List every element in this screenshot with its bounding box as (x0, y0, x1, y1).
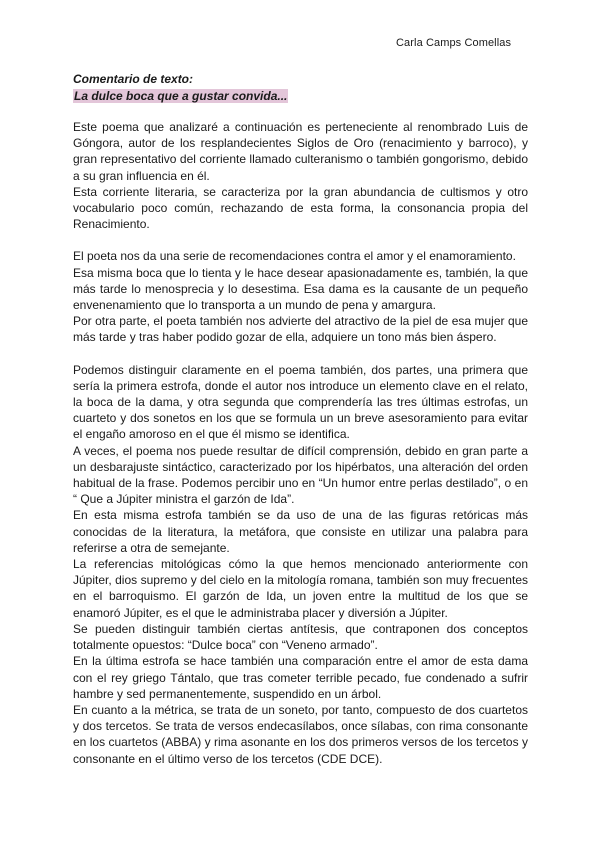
paragraph: Esta corriente literaria, se caracteriza por la gran abundancia de cultismos y otro vocabulario poco común, rechazando de esta forma, la consonancia propia del Renacimiento. (73, 184, 528, 232)
paragraph: A veces, el poema nos puede resultar de difícil comprensión, debido en gran parte a un desbarajuste sintáctico, caracterizado por los hipérbatos, una alteración del orden habitual de la frase. Podemos percibir uno en “Un humor entre perlas destilado”, o en “ Que a Júpiter ministra el garzón de Ida”. (73, 443, 528, 507)
title-block (73, 71, 533, 105)
paragraph: En esta misma estrofa también se da uso de una de las figuras retóricas más conocidas de la literatura, la metáfora, que consiste en utilizar una palabra para referirse a otra de semejante. (73, 508, 528, 555)
paragraph-gap (73, 346, 528, 362)
paragraph: Podemos distinguir claramente en el poema también, dos partes, una primera que sería la primera estrofa, donde el autor nos introduce un elemento clave en el relato, la boca de la dama, y otra segunda que comprendería las tres últimas estrofas, un cuarteto y dos sonetos en los que se formula un un breve asesoramiento para evitar el engaño amoroso en el que él mismo se identifica. (73, 362, 528, 442)
document-body (73, 119, 528, 767)
paragraph: La referencias mitológicas cómo la que hemos mencionado anteriormente con Júpiter, dios supremo y del cielo en la mitología romana, también son muy frecuentes en el barroquismo. El garzón de Ida, un joven entre la multitud de los que se enamoró Júpiter, es el que le administraba placer y diversión a Júpiter. (73, 557, 528, 620)
paragraph-gap (73, 232, 528, 248)
paragraph: En la última estrofa se hace también una comparación entre el amor de esta dama con el rey griego Tántalo, que tras cometer terrible pecado, fue condenado a sufrir hambre y sed permanentemente, suspendido en un árbol. (73, 654, 528, 701)
author-name: Carla Camps Comellas (396, 37, 512, 49)
paragraph: Por otra parte, el poeta también nos advierte del atractivo de la piel de esa mujer que más tarde y tras haber podido gozar de ella, adquiere un tono más bien áspero. (73, 314, 528, 345)
paragraph: En cuanto a la métrica, se trata de un soneto, por tanto, compuesto de dos cuartetos y dos tercetos. Se trata de versos endecasílabos, once sílabas, con rima consonante en los cuartetos (ABBA) y rima asonante en los dos primeros versos de los tercetos y consonante en el último verso de los tercetos (CDE DCE). (73, 702, 528, 766)
paragraph: Este poema que analizaré a continuación es perteneciente al renombrado Luis de Góngora, autor de los resplandecientes Siglos de Oro (renacimiento y barroco), y gran representativo del corriente llamado culteranismo o también gongorismo, debido a su gran influencia en él. (73, 120, 528, 183)
poem-title-highlight: La dulce boca que a gustar convida... (74, 89, 288, 103)
poem-title (73, 88, 533, 105)
paragraph: El poeta nos da una serie de recomendaciones contra el amor y el enamoramiento. (73, 249, 516, 264)
paragraph: Esa misma boca que lo tienta y le hace desear apasionadamente es, también, la que más tarde lo menosprecia y lo desestima. Esa dama es la causante de un pequeño envenenamiento que lo transporta a un mundo de pena y amargura. (73, 265, 528, 313)
paragraph: Se pueden distinguir también ciertas antítesis, que contraponen dos conceptos totalmente opuestos: “Dulce boca” con “Veneno armado”. (73, 621, 528, 653)
document-heading: Comentario de texto: (73, 72, 194, 86)
